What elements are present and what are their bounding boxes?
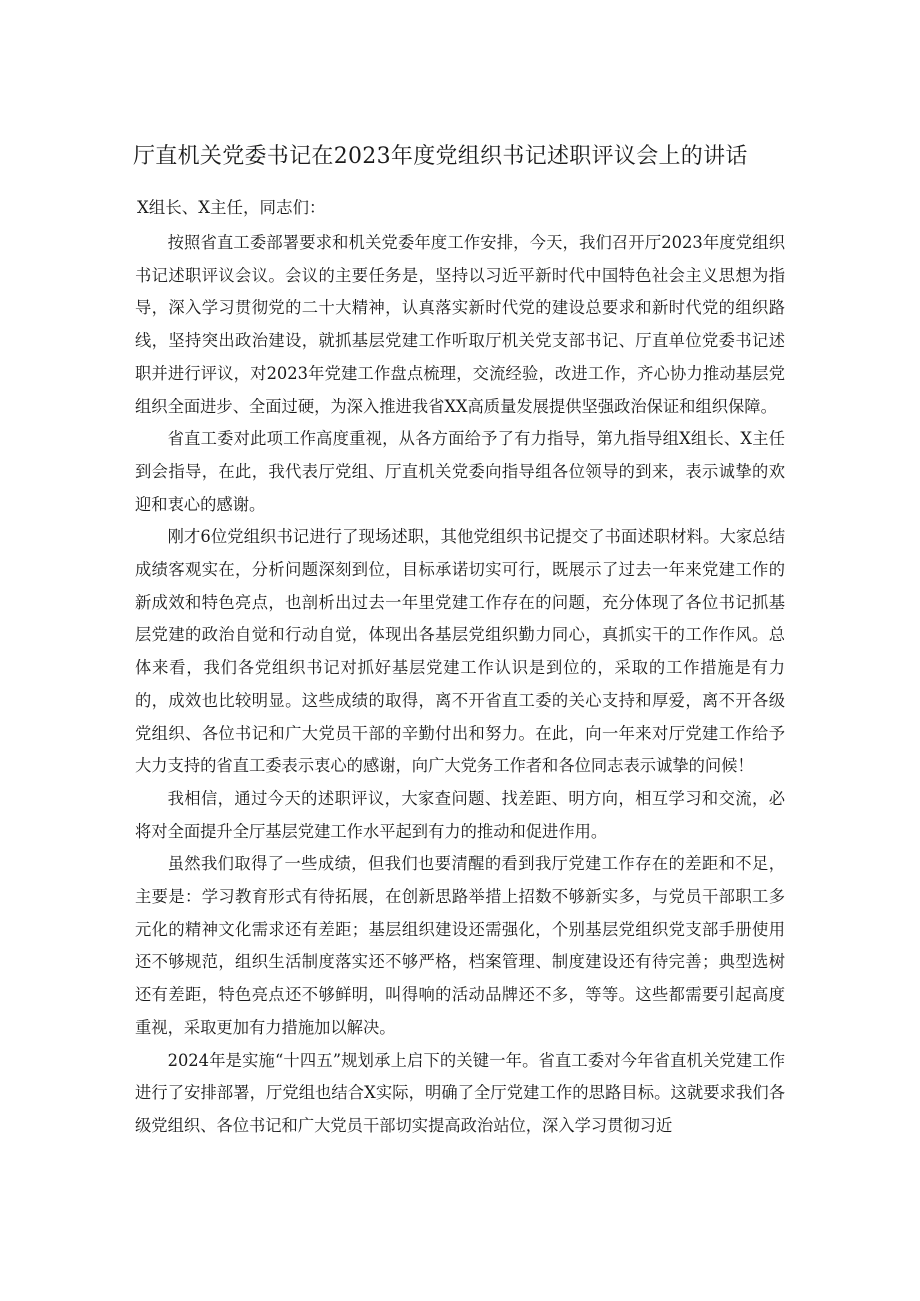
paragraph: 省直工委对此项工作高度重视，从各方面给予了有力指导，第九指导组X组长、X主任到会指导，在此，我代表厅党组、厅直机关党委向指导组各位领导的到来，表示诚挚的欢迎和衷心的感谢。 [135, 429, 785, 514]
paragraph: 虽然我们取得了一些成绩，但我们也要清醒的看到我厅党建工作存在的差距和不足，主要是：学习教育形式有待拓展，在创新思路举措上招数不够新实多，与党员干部职工多元化的精神文化需求还有差距；基层组织建设还需强化，个别基层党组织党支部手册使用还不够规范，组织生活制度落实还不够严格，档案管理、制度建设还有待完善；典型选树还有差距，特色亮点还不够鲜明，叫得响的活动品牌还不多，等等。这些都需要引起高度重视，采取更加有力措施加以解决。 [135, 854, 785, 1037]
document-body [135, 227, 785, 1143]
paragraph: 2024年是实施“十四五”规划承上启下的关键一年。省直工委对今年省直机关党建工作进行了安排部署，厅党组也结合X实际，明确了全厅党建工作的思路目标。这就要求我们各级党组织、各位书记和广大党员干部切实提高政治站位，深入学习贯彻习近 [135, 1050, 785, 1135]
paragraph: 我相信，通过今天的述职评议，大家查问题、找差距、明方向，相互学习和交流，必将对全面提升全厅基层党建工作水平起到有力的推动和促进作用。 [135, 788, 785, 841]
document-title: 厅直机关党委书记在2023年度党组织书记述职评议会上的讲话 [133, 144, 748, 169]
salutation: X组长、X主任，同志们： [137, 198, 326, 217]
paragraph: 刚才6位党组织书记进行了现场述职，其他党组织书记提交了书面述职材料。大家总结成绩客观实在，分析问题深刻到位，目标承诺切实可行，既展示了过去一年来党建工作的新成效和特色亮点，也剖析出过去一年里党建工作存在的问题，充分体现了各位书记抓基层党建的政治自觉和行动自觉，体现出各基层党组织勤力同心，真抓实干的工作作风。总体来看，我们各党组织书记对抓好基层党建工作认识是到位的，采取的工作措施是有力的，成效也比较明显。这些成绩的取得，离不开省直工委的关心支持和厚爱，离不开各级党组织、各位书记和广大党员干部的辛勤付出和努力。在此，向一年来对厅党建工作给予大力支持的省直工委表示衷心的感谢，向广大党务工作者和各位同志表示诚挚的问候！ [135, 527, 785, 776]
paragraph: 按照省直工委部署要求和机关党委年度工作安排，今天，我们召开厅2023年度党组织书记述职评议会议。会议的主要任务是，坚持以习近平新时代中国特色社会主义思想为指导，深入学习贯彻党的二十大精神，认真落实新时代党的建设总要求和新时代党的组织路线，坚持突出政治建设，就抓基层党建工作听取厅机关党支部书记、厅直单位党委书记述职并进行评议，对2023年党建工作盘点梳理，交流经验，改进工作，齐心协力推动基层党组织全面进步、全面过硬，为深入推进我省XX高质量发展提供坚强政治保证和组织保障。 [135, 233, 785, 416]
